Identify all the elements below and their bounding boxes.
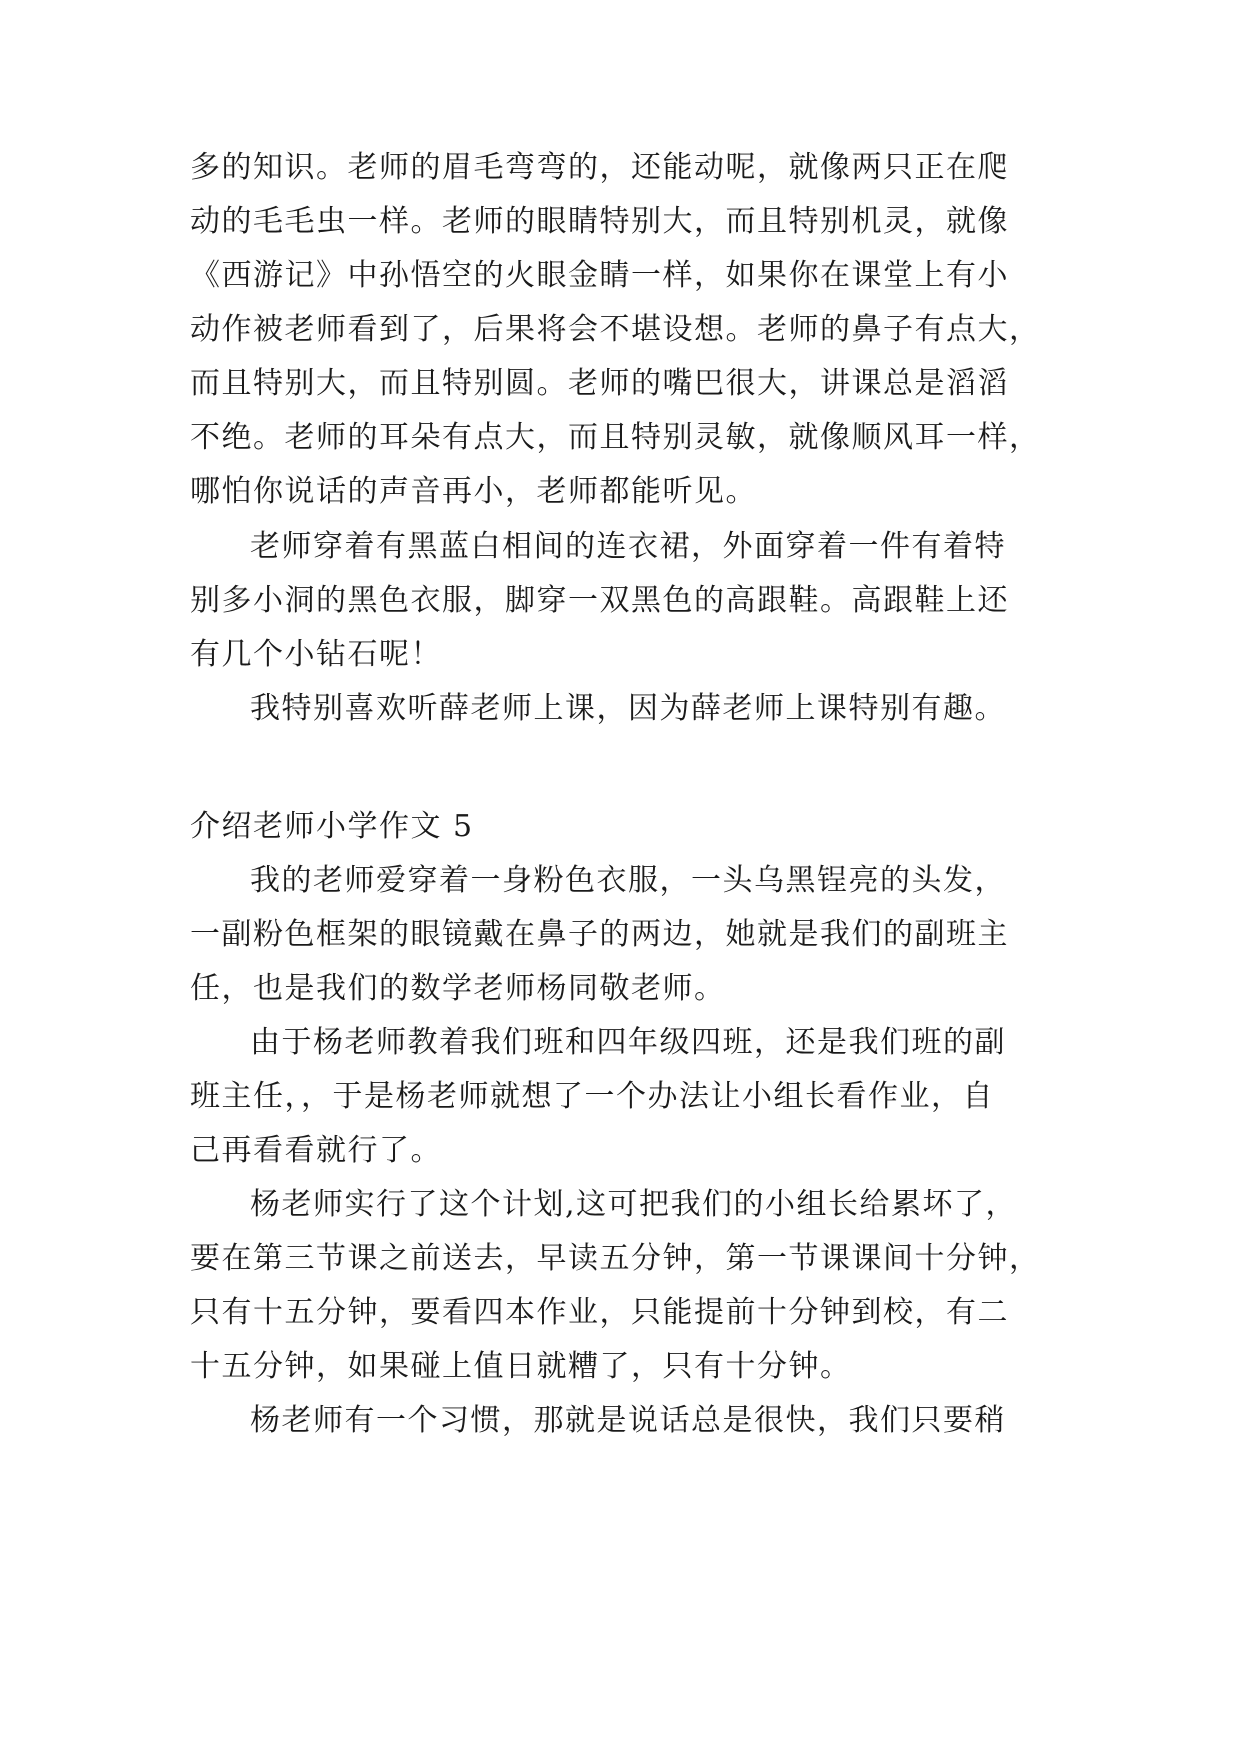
- text-line: 而且特别大，而且特别圆。老师的嘴巴很大，讲课总是滔滔: [190, 366, 1009, 401]
- paragraph-start-line: 我的老师爱穿着一身粉色衣服，一头乌黑锃亮的头发，: [250, 863, 1006, 898]
- paragraph-start-line: 杨老师实行了这个计划,这可把我们的小组长给累坏了，: [250, 1187, 1018, 1222]
- section-heading: 介绍老师小学作文 5: [190, 809, 474, 844]
- paragraph-start-line: 由于杨老师教着我们班和四年级四班，还是我们班的副: [250, 1025, 1006, 1060]
- text-line: 动的毛毛虫一样。老师的眼睛特别大，而且特别机灵，就像: [190, 204, 1009, 239]
- paragraph-start-line: 杨老师有一个习惯，那就是说话总是很快，我们只要稍: [250, 1403, 1006, 1438]
- text-line: 十五分钟，如果碰上值日就糟了，只有十分钟。: [190, 1349, 852, 1384]
- text-line: 哪怕你说话的声音再小，老师都能听见。: [190, 474, 757, 509]
- text-line: 一副粉色框架的眼镜戴在鼻子的两边，她就是我们的副班主: [190, 917, 1009, 952]
- text-line: 动作被老师看到了，后果将会不堪设想。老师的鼻子有点大，: [190, 312, 1041, 347]
- text-line: 要在第三节课之前送去，早读五分钟，第一节课课间十分钟，: [190, 1241, 1041, 1276]
- text-line: 任，也是我们的数学老师杨同敬老师。: [190, 971, 726, 1006]
- text-line: 班主任，，于是杨老师就想了一个办法让小组长看作业，自: [190, 1079, 994, 1114]
- text-line: 别多小洞的黑色衣服，脚穿一双黑色的高跟鞋。高跟鞋上还: [190, 583, 1009, 618]
- text-line: 《西游记》中孙悟空的火眼金睛一样，如果你在课堂上有小: [190, 258, 1009, 293]
- text-line: 不绝。老师的耳朵有点大，而且特别灵敏，就像顺风耳一样，: [190, 420, 1041, 455]
- paragraph-start-line: 我特别喜欢听薛老师上课，因为薛老师上课特别有趣。: [250, 691, 1006, 726]
- text-line: 己再看看就行了。: [190, 1133, 442, 1168]
- text-line: 多的知识。老师的眉毛弯弯的，还能动呢，就像两只正在爬: [190, 150, 1009, 185]
- text-line: 有几个小钻石呢！: [190, 637, 442, 672]
- paragraph-start-line: 老师穿着有黑蓝白相间的连衣裙，外面穿着一件有着特: [250, 529, 1006, 564]
- text-line: 只有十五分钟，要看四本作业，只能提前十分钟到校，有二: [190, 1295, 1009, 1330]
